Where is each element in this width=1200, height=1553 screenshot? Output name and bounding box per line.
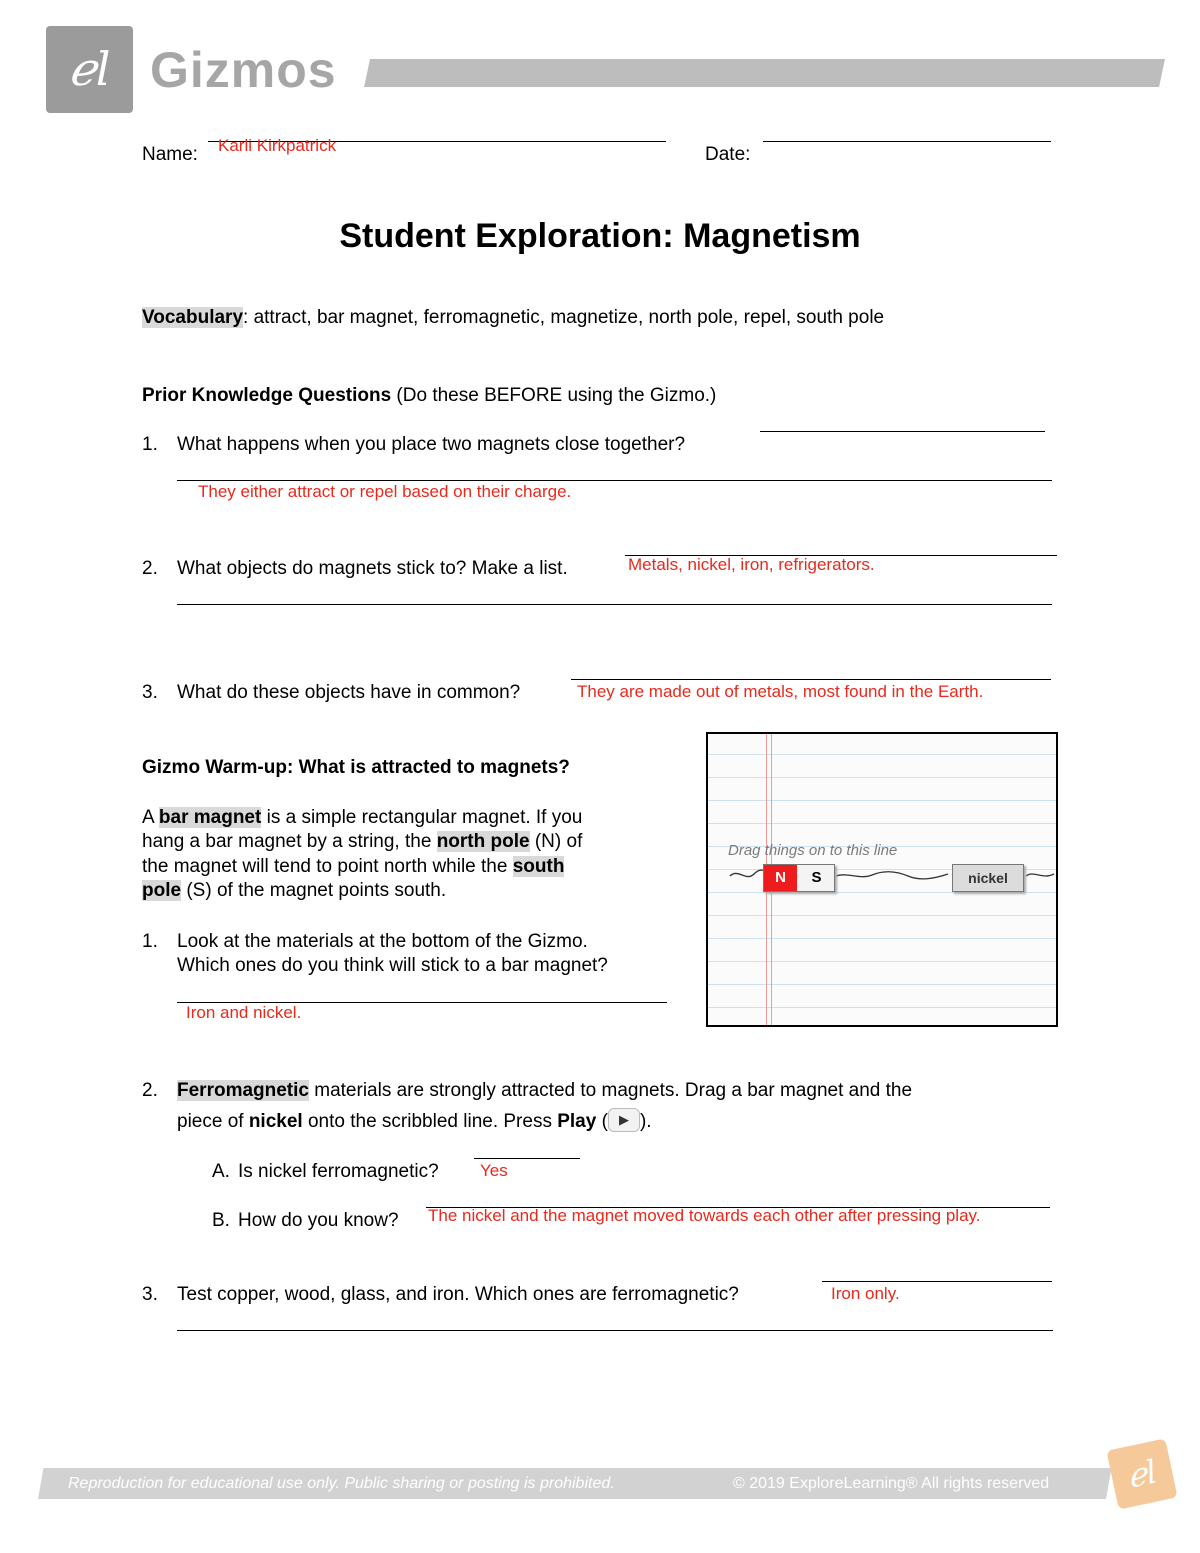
gizmo-screenshot bbox=[706, 732, 1058, 1027]
warmup-q1-answer[interactable]: Iron and nickel. bbox=[186, 1003, 302, 1022]
warmup-q2a-label: A. bbox=[212, 1161, 230, 1182]
date-label: Date: bbox=[705, 144, 751, 165]
warmup-para-line-2: hang a bar magnet by a string, the north pole (N) of bbox=[142, 831, 583, 852]
footer-copyright: © 2019 ExploreLearning® All rights reserved bbox=[733, 1475, 1050, 1492]
nickel-piece[interactable]: nickel bbox=[952, 864, 1024, 892]
footer-notice: Reproduction for educational use only. Public sharing or posting is prohibited. bbox=[68, 1475, 615, 1492]
prior-q3-number: 3. bbox=[142, 682, 158, 703]
name-label: Name: bbox=[142, 144, 198, 165]
warmup-q2a-line bbox=[474, 1158, 580, 1159]
rule-line bbox=[708, 915, 1056, 916]
warmup-q1-line-1: Look at the materials at the bottom of the Gizmo. bbox=[177, 931, 588, 952]
warmup-q2a-text: Is nickel ferromagnetic? bbox=[238, 1161, 439, 1182]
bar-magnet[interactable] bbox=[763, 864, 835, 892]
warmup-q1-line-2: Which ones do you think will stick to a bar magnet? bbox=[177, 955, 608, 976]
prior-q2-number: 2. bbox=[142, 558, 158, 579]
vocabulary-line bbox=[142, 306, 884, 330]
name-field[interactable]: Karli Kirkpatrick bbox=[218, 136, 337, 155]
rule-line bbox=[708, 754, 1056, 755]
warmup-q3-number: 3. bbox=[142, 1284, 158, 1305]
warmup-q2-line-1: Ferromagnetic materials are strongly attracted to magnets. Drag a bar magnet and the bbox=[177, 1080, 913, 1101]
rule-line bbox=[708, 823, 1056, 824]
prior-q1-text: What happens when you place two magnets close together? bbox=[177, 434, 686, 455]
rule-line bbox=[708, 984, 1056, 985]
rule-line bbox=[708, 1007, 1056, 1008]
warmup-q2b-answer[interactable]: The nickel and the magnet moved towards each other after pressing play. bbox=[428, 1206, 981, 1225]
prior-q1-answer[interactable]: They either attract or repel based on their charge. bbox=[198, 482, 572, 501]
gizmos-brand: Gizmos bbox=[150, 42, 337, 98]
prior-q3-text: What do these objects have in common? bbox=[177, 682, 521, 703]
prior-q1-line-a bbox=[760, 431, 1045, 432]
warmup-q2a-answer[interactable]: Yes bbox=[480, 1161, 508, 1180]
warmup-para-line-1: A bar magnet is a simple rectangular magnet. If you bbox=[142, 807, 583, 828]
prior-q2-line-b bbox=[177, 604, 1052, 605]
rule-line bbox=[708, 938, 1056, 939]
header-bar bbox=[364, 59, 1165, 87]
warmup-q2b-text: How do you know? bbox=[238, 1210, 399, 1231]
drag-hint-label: Drag things on to this line bbox=[728, 842, 898, 859]
warmup-heading: Gizmo Warm-up: What is attracted to magnets? bbox=[142, 757, 570, 778]
warmup-q3-answer[interactable]: Iron only. bbox=[831, 1284, 900, 1303]
warmup-q1-number: 1. bbox=[142, 931, 158, 952]
warmup-para-line-3: the magnet will tend to point north while the south bbox=[142, 856, 565, 877]
rule-line bbox=[708, 800, 1056, 801]
prior-q3-line bbox=[571, 679, 1051, 680]
rule-line bbox=[708, 892, 1056, 893]
warmup-q2b-label: B. bbox=[212, 1210, 230, 1231]
north-pole-label: N bbox=[764, 865, 797, 891]
south-pole-label: S bbox=[811, 869, 822, 886]
page-title: Student Exploration: Magnetism bbox=[339, 217, 861, 255]
prior-knowledge-heading: Prior Knowledge Questions (Do these BEFORE using the Gizmo.) bbox=[142, 385, 717, 406]
warmup-para-line-4: pole (S) of the magnet points south. bbox=[142, 880, 447, 901]
explorelearning-logo: ℯl bbox=[46, 26, 133, 113]
rule-line bbox=[708, 777, 1056, 778]
date-field[interactable] bbox=[763, 141, 1051, 142]
rule-line bbox=[708, 961, 1056, 962]
prior-q1-line-b bbox=[177, 480, 1052, 481]
vocabulary-label: Vocabulary bbox=[142, 307, 244, 328]
prior-q3-answer[interactable]: They are made out of metals, most found in the Earth. bbox=[577, 682, 984, 701]
play-icon: ▶ bbox=[608, 1108, 640, 1132]
warmup-q3-text: Test copper, wood, glass, and iron. Which ones are ferromagnetic? bbox=[177, 1284, 739, 1305]
warmup-q2-number: 2. bbox=[142, 1080, 158, 1101]
warmup-q2-line-2: piece of nickel onto the scribbled line. Press Play ( ▶ ). bbox=[177, 1110, 652, 1134]
prior-q1-number: 1. bbox=[142, 434, 158, 455]
warmup-q3-line-a bbox=[822, 1281, 1052, 1282]
warmup-q3-line-b bbox=[177, 1330, 1053, 1331]
vocabulary-list: : attract, bar magnet, ferromagnetic, magnetize, north pole, repel, south pole bbox=[243, 307, 885, 328]
footer-logo: ℯl bbox=[1106, 1438, 1177, 1509]
prior-q2-text: What objects do magnets stick to? Make a list. bbox=[177, 558, 568, 579]
prior-q2-answer[interactable]: Metals, nickel, iron, refrigerators. bbox=[628, 555, 875, 574]
